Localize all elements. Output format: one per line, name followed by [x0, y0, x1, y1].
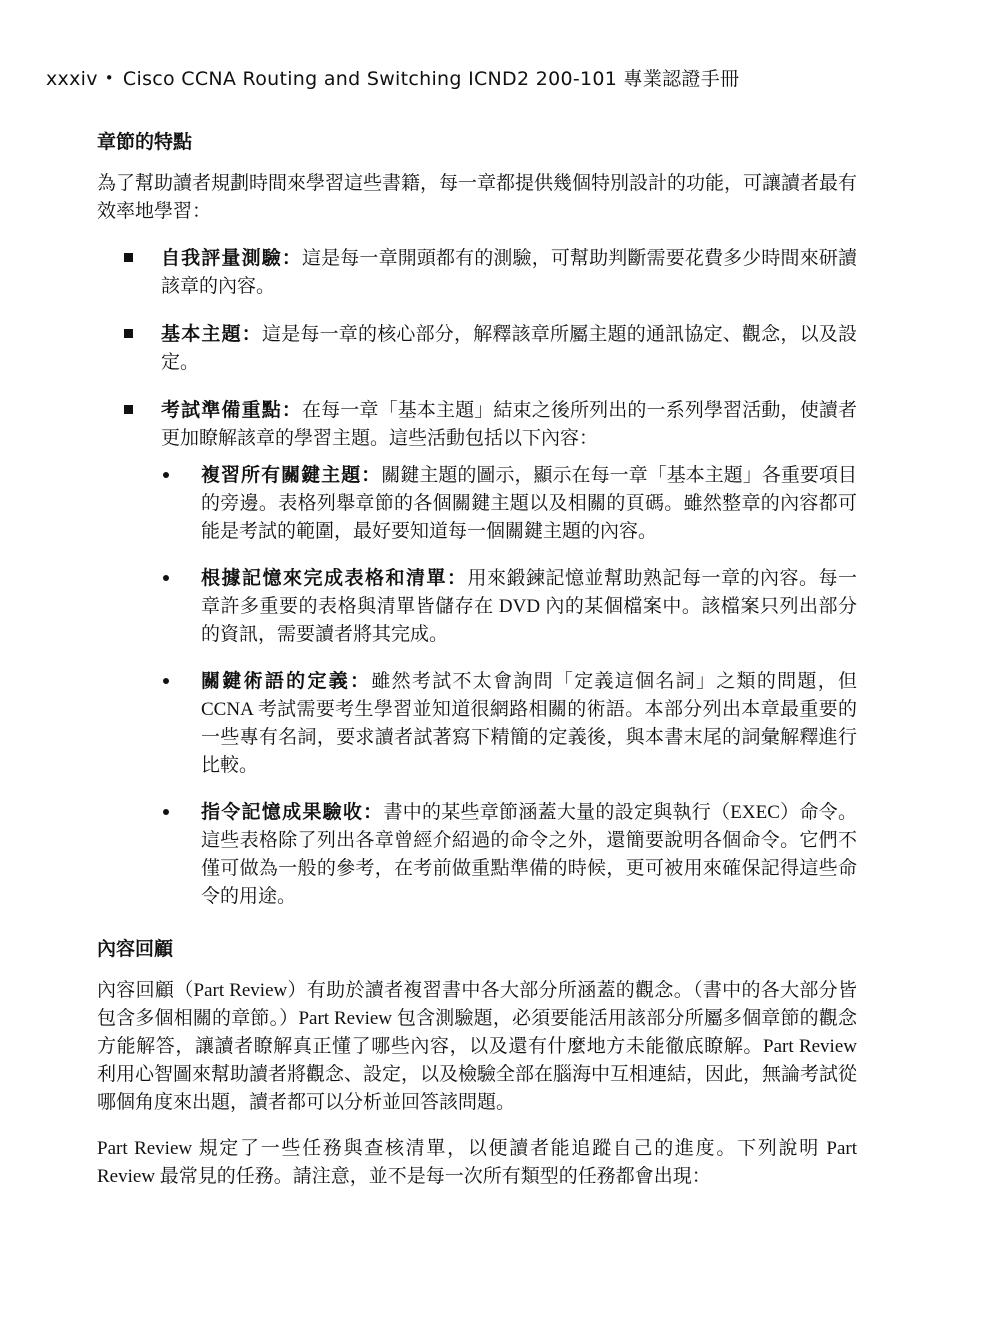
book-title: Cisco CCNA Routing and Switching ICND2 200-101 專業認證手冊: [122, 68, 740, 90]
list-item-term: 自我評量測驗：: [161, 247, 302, 269]
sublist-item-text: 雖然考試不太會詢問「定義這個名詞」之類的問題，但 CCNA 考試需要考生學習並知道很網路相關的術語。本部分列出本章最重要的一些專有名詞，要求讀者試著寫下精簡的定義後，與本書末尾的詞彙解釋進行比較。: [201, 671, 857, 776]
sublist-item: [97, 461, 857, 546]
list-item: [97, 396, 857, 911]
square-bullet-icon: [124, 405, 133, 414]
part-review-paragraph-2: Part Review 規定了一些任務與查核清單，以便讀者能追蹤自己的進度。下列說明 Part Review 最常見的任務。請注意，並不是每一次所有類型的任務都會出現：: [97, 1138, 857, 1187]
round-bullet-icon: [163, 472, 169, 478]
square-bullet-icon: [124, 329, 133, 338]
list-item-text: 這是每一章的核心部分，解釋該章所屬主題的通訊協定、觀念，以及設定。: [161, 324, 857, 373]
page-body: [97, 128, 857, 1209]
sublist-item-term: 根據記憶來完成表格和清單：: [201, 567, 468, 589]
round-bullet-icon: [163, 575, 169, 581]
sublist-item-term: 關鍵術語的定義：: [201, 670, 372, 692]
exam-prep-sublist: [97, 461, 857, 911]
sublist-item: [97, 798, 857, 911]
features-list: [97, 244, 857, 911]
part-review-section: [97, 935, 857, 1191]
header-separator: •: [104, 69, 114, 87]
list-item-term: 基本主題：: [161, 323, 262, 345]
round-bullet-icon: [163, 678, 169, 684]
features-intro-paragraph: 為了幫助讀者規劃時間來學習這些書籍，每一章都提供幾個特別設計的功能，可讓讀者最有效率地學習：: [97, 173, 858, 222]
page-number: xxxiv: [46, 68, 98, 90]
square-bullet-icon: [124, 253, 133, 262]
round-bullet-icon: [163, 809, 169, 815]
part-review-paragraph-1: 內容回顧（Part Review）有助於讀者複習書中各大部分所涵蓋的觀念。（書中的各大部分皆包含多個相關的章節。）Part Review 包含測驗題，必須要能活用該部分所屬多個章節的觀念方能解答，讓讀者瞭解真正懂了哪些內容，以及還有什麼地方未能徹底瞭解。Part Review 利用心智圖來幫助讀者將觀念、設定，以及檢驗全部在腦海中互相連結，因此，無論考試從哪個角度來出題，讀者都可以分析並回答該問題。: [97, 980, 858, 1113]
list-item-text: 在每一章「基本主題」結束之後所列出的一系列學習活動，使讀者更加瞭解該章的學習主題。這些活動包括以下內容：: [161, 400, 857, 449]
sublist-item-text: 關鍵主題的圖示，顯示在每一章「基本主題」各重要項目的旁邊。表格列舉章節的各個關鍵主題以及相關的頁碼。雖然整章的內容都可能是考試的範圍，最好要知道每一個關鍵主題的內容。: [201, 465, 857, 542]
list-item: [97, 320, 857, 377]
running-header: [46, 64, 946, 91]
list-item: [97, 244, 857, 301]
sublist-item-text: 用來鍛鍊記憶並幫助熟記每一章的內容。每一章許多重要的表格與清單皆儲存在 DVD 內的某個檔案中。該檔案只列出部分的資訊，需要讀者將其完成。: [201, 568, 857, 645]
sublist-item: [97, 667, 857, 780]
sublist-item-term: 複習所有關鍵主題：: [201, 464, 382, 486]
section-heading-features: 章節的特點: [97, 131, 193, 153]
sublist-item: [97, 564, 857, 649]
sublist-item-term: 指令記憶成果驗收：: [201, 801, 384, 823]
section-heading-part-review: 內容回顧: [97, 938, 174, 960]
list-item-term: 考試準備重點：: [161, 399, 302, 421]
list-item-text: 這是每一章開頭都有的測驗，可幫助判斷需要花費多少時間來研讀該章的內容。: [161, 248, 857, 297]
sublist-item-text: 書中的某些章節涵蓋大量的設定與執行（EXEC）命令。這些表格除了列出各章曾經介紹過的命令之外，還簡要說明各個命令。它們不僅可做為一般的參考，在考前做重點準備的時候，更可被用來確保記得這些命令的用途。: [201, 802, 857, 907]
